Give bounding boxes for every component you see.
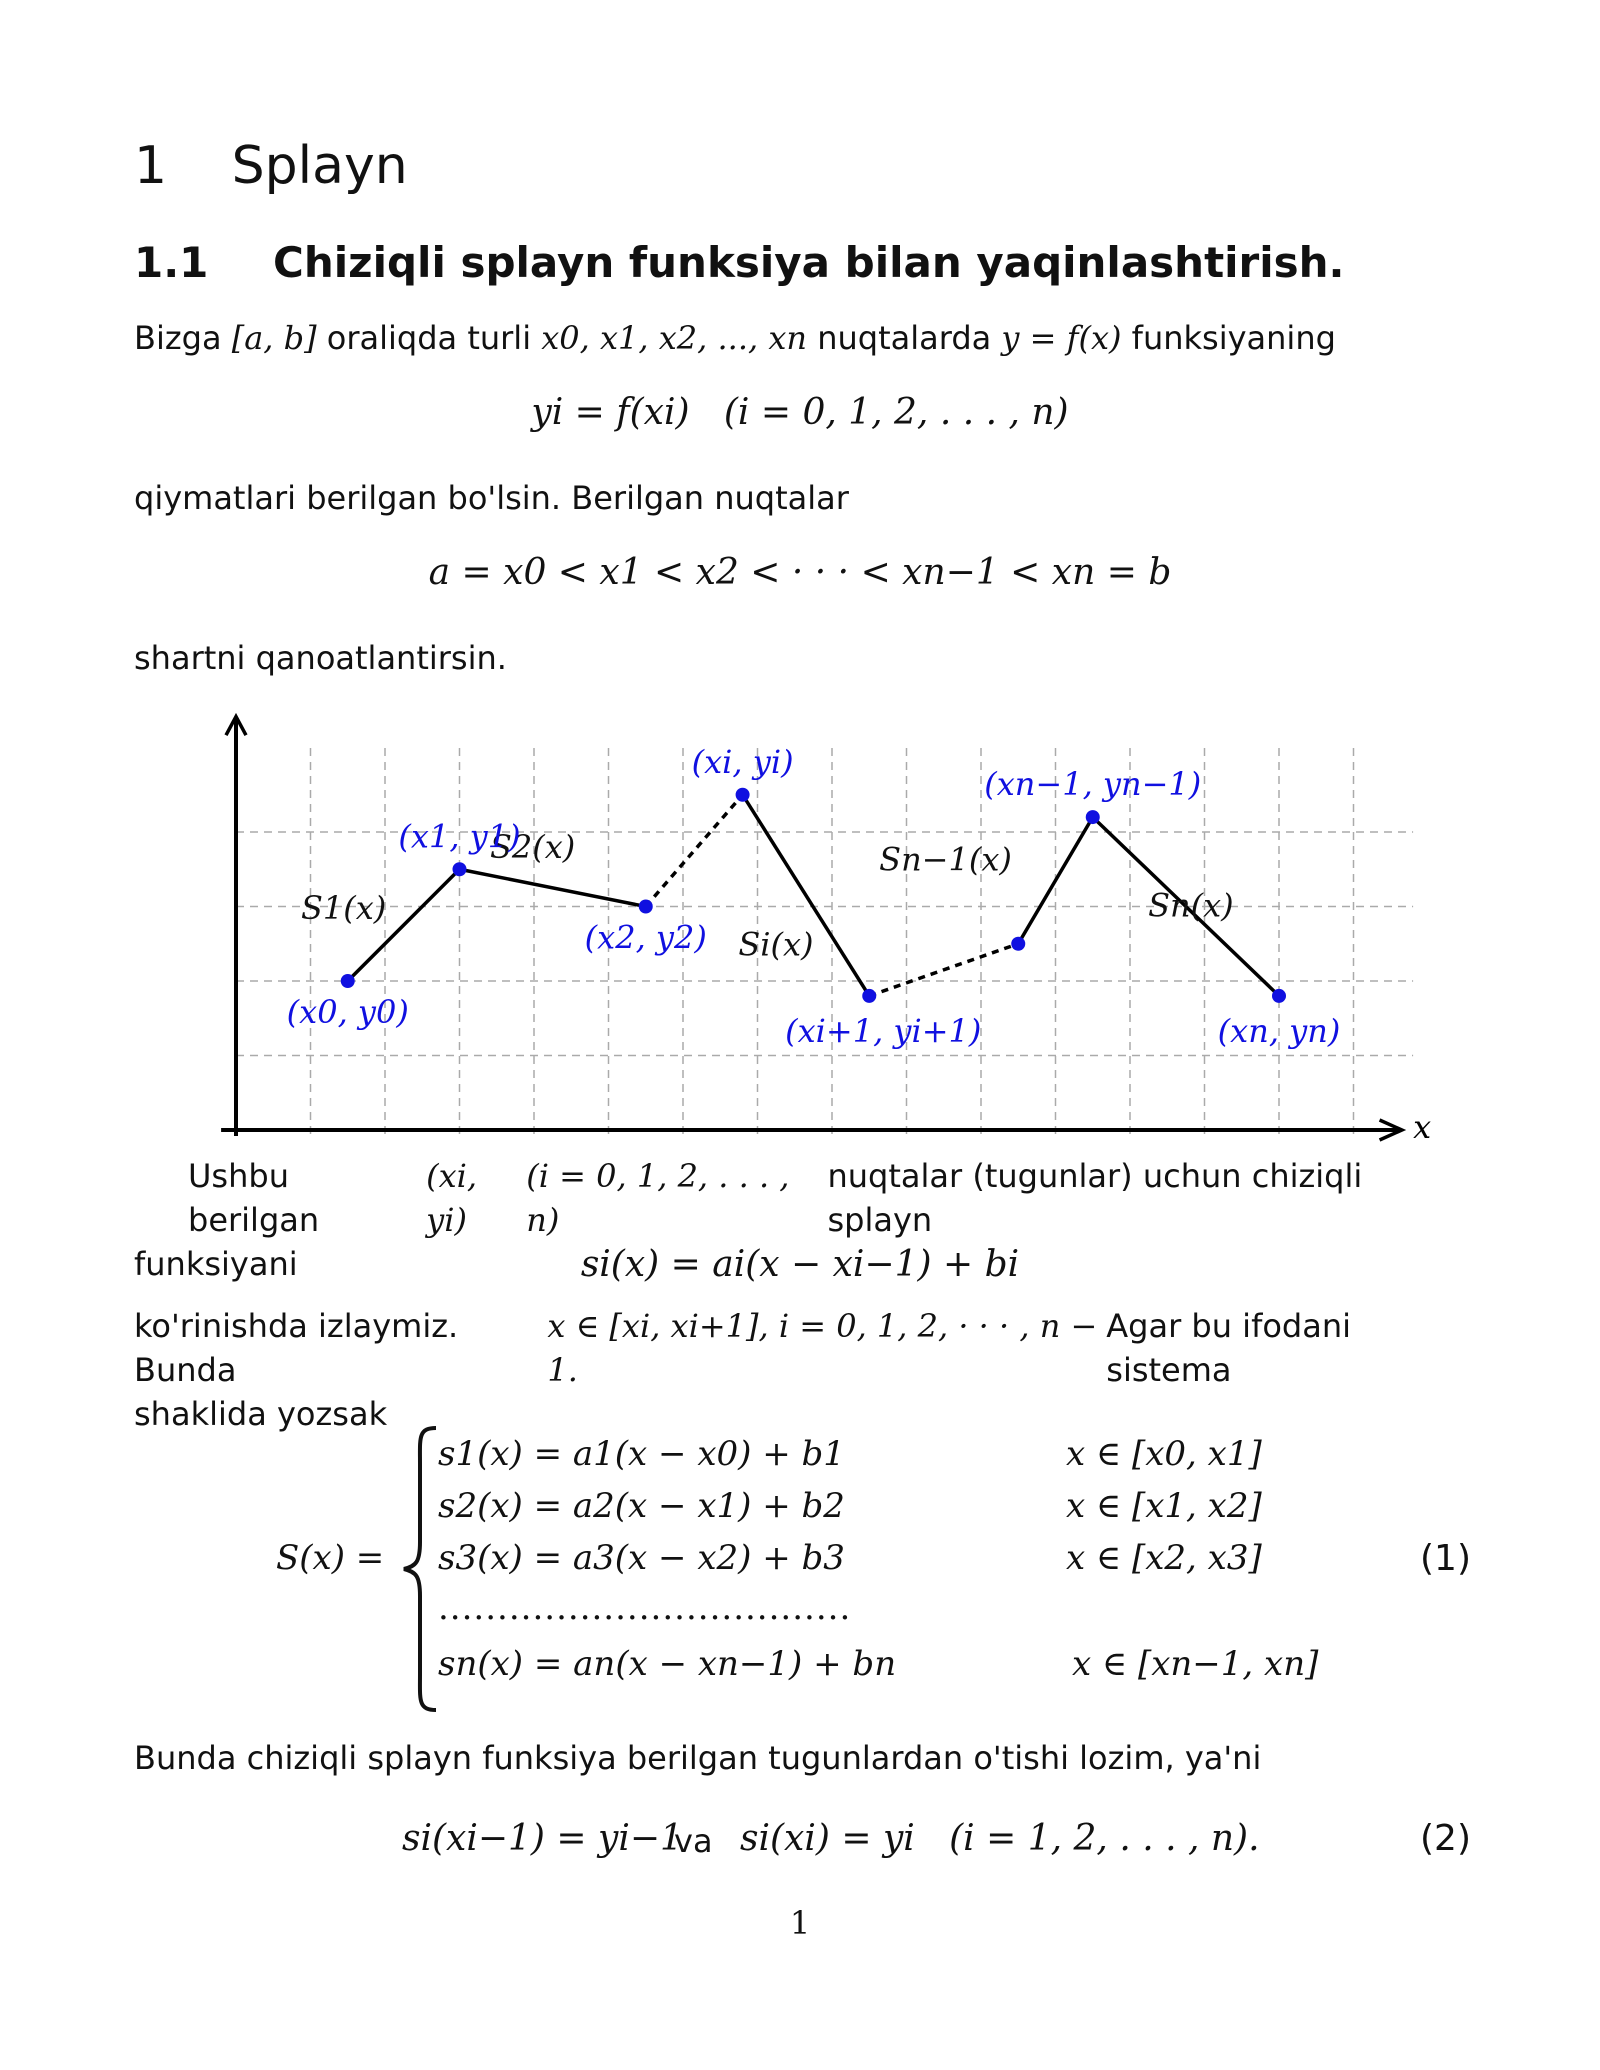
paragraph-interpolation: Bunda chiziqli splayn funksiya berilgan tugunlardan o'tishi lozim, ya'ni: [134, 1739, 1262, 1777]
text: shaklida yozsak: [134, 1395, 388, 1433]
equation-right: si(xi) = yi (i = 1, 2, . . . , n).: [740, 1818, 1260, 1859]
system-row-3-expr: s3(x) = a3(x − x2) + b3: [438, 1538, 845, 1578]
data-point: [1011, 937, 1025, 951]
system-row-n-expr: sn(x) = an(x − xn−1) + bn: [438, 1644, 897, 1684]
equation-order: a = x0 < x1 < x2 < · · · < xn−1 < xn = b: [428, 552, 1172, 593]
data-point: [862, 989, 876, 1003]
text: funksiyaning: [1131, 319, 1336, 357]
x-axis-label: x: [1413, 1108, 1432, 1146]
segment-label: Si(x): [738, 925, 814, 964]
paragraph-condition: shartni qanoatlantirsin.: [134, 639, 507, 677]
paragraph-values: qiymatlari berilgan bo'lsin. Berilgan nuqtalar: [134, 479, 849, 517]
section-title: Splayn: [231, 136, 408, 196]
equation-number-2: (2): [1420, 1818, 1471, 1859]
system-row-2-expr: s2(x) = a2(x − x1) + b2: [438, 1486, 845, 1526]
text: funksiyani: [134, 1245, 298, 1283]
section-number: 1: [134, 136, 168, 196]
point-label: (xn, yn): [1217, 1011, 1341, 1050]
segment-label: S1(x): [300, 889, 387, 928]
subsection-number: 1.1: [134, 238, 209, 287]
data-point: [736, 788, 750, 802]
math-node: (xi, yi): [426, 1157, 478, 1239]
point-label: (xn−1, yn−1): [984, 765, 1202, 804]
data-point: [1272, 989, 1286, 1003]
text: nuqtalar (tugunlar) uchun chiziqli splayn: [827, 1157, 1363, 1239]
equation-left: si(xi−1) = yi−1: [402, 1818, 683, 1859]
system-brace: [400, 1424, 440, 1714]
subsection-title: Chiziqli splayn funksiya bilan yaqinlashtirish.: [273, 238, 1345, 287]
spline-segment: [743, 795, 870, 996]
text: ko'rinishda izlaymiz. Bunda: [134, 1307, 459, 1389]
point-label: (xi+1, yi+1): [785, 1011, 982, 1050]
system-row-1-cond: x ∈ [x0, x1]: [1066, 1434, 1262, 1474]
chart-labels: [287, 743, 1341, 1050]
spline-segment: [869, 944, 1018, 996]
point-label: (xi, yi): [691, 742, 794, 781]
text: oraliqda turli: [326, 319, 532, 357]
subsection-heading: [134, 238, 1345, 287]
equation-number-1: (1): [1420, 1538, 1471, 1579]
paragraph-intro: [134, 316, 1336, 360]
data-point: [1086, 810, 1100, 824]
spline-segment: [646, 795, 743, 907]
text: Bizga: [134, 319, 222, 357]
segment-label: Sn(x): [1148, 886, 1234, 925]
math-interval: [a, b]: [231, 319, 317, 357]
page-number: 1: [789, 1904, 811, 1942]
point-label: (x2, y2): [584, 918, 707, 957]
data-point: [453, 862, 467, 876]
system-lhs: S(x) =: [276, 1538, 385, 1578]
math-function: y = f(x): [1001, 319, 1122, 357]
equation-spline: si(x) = ai(x − xi−1) + bi: [580, 1244, 1020, 1285]
paragraph-system: [134, 1304, 1466, 1436]
system-row-1-expr: s1(x) = a1(x − x0) + b1: [438, 1434, 845, 1474]
system-row-3-cond: x ∈ [x2, x3]: [1066, 1538, 1262, 1578]
paragraph-nodes-line1: [134, 1154, 1466, 1242]
math-points: x0, x1, x2, ..., xn: [541, 319, 808, 357]
text: nuqtalarda: [817, 319, 992, 357]
spline-chart: [0, 680, 1600, 1160]
math-condition: x ∈ [xi, xi+1], i = 0, 1, 2, · · · , n − 1.: [547, 1307, 1098, 1389]
system-row-dots: ...................................: [438, 1588, 852, 1628]
system-row-n-cond: x ∈ [xn−1, xn]: [1072, 1644, 1319, 1684]
equation-values: yi = f(xi) (i = 0, 1, 2, . . . , n): [531, 392, 1069, 433]
text: Agar bu ifodani sistema: [1106, 1307, 1351, 1389]
paragraph-system-line1: [134, 1304, 1466, 1392]
equation-va: va: [674, 1822, 713, 1860]
math-range: (i = 0, 1, 2, . . . , n): [526, 1157, 790, 1239]
spline-segment: [460, 869, 646, 906]
section-heading: [134, 136, 408, 196]
segment-label: Sn−1(x): [879, 840, 1012, 879]
segment-label: S2(x): [489, 827, 576, 866]
data-point: [639, 900, 653, 914]
text: Ushbu berilgan: [188, 1157, 320, 1239]
point-label: (x0, y0): [286, 993, 409, 1031]
data-point: [341, 974, 355, 988]
point-label: (x1, y1): [398, 817, 521, 856]
equation-system: [0, 1420, 1600, 1710]
chart-grid: [236, 743, 1413, 1134]
system-row-2-cond: x ∈ [x1, x2]: [1066, 1486, 1262, 1526]
equation-interpolation: [0, 1818, 1600, 1868]
